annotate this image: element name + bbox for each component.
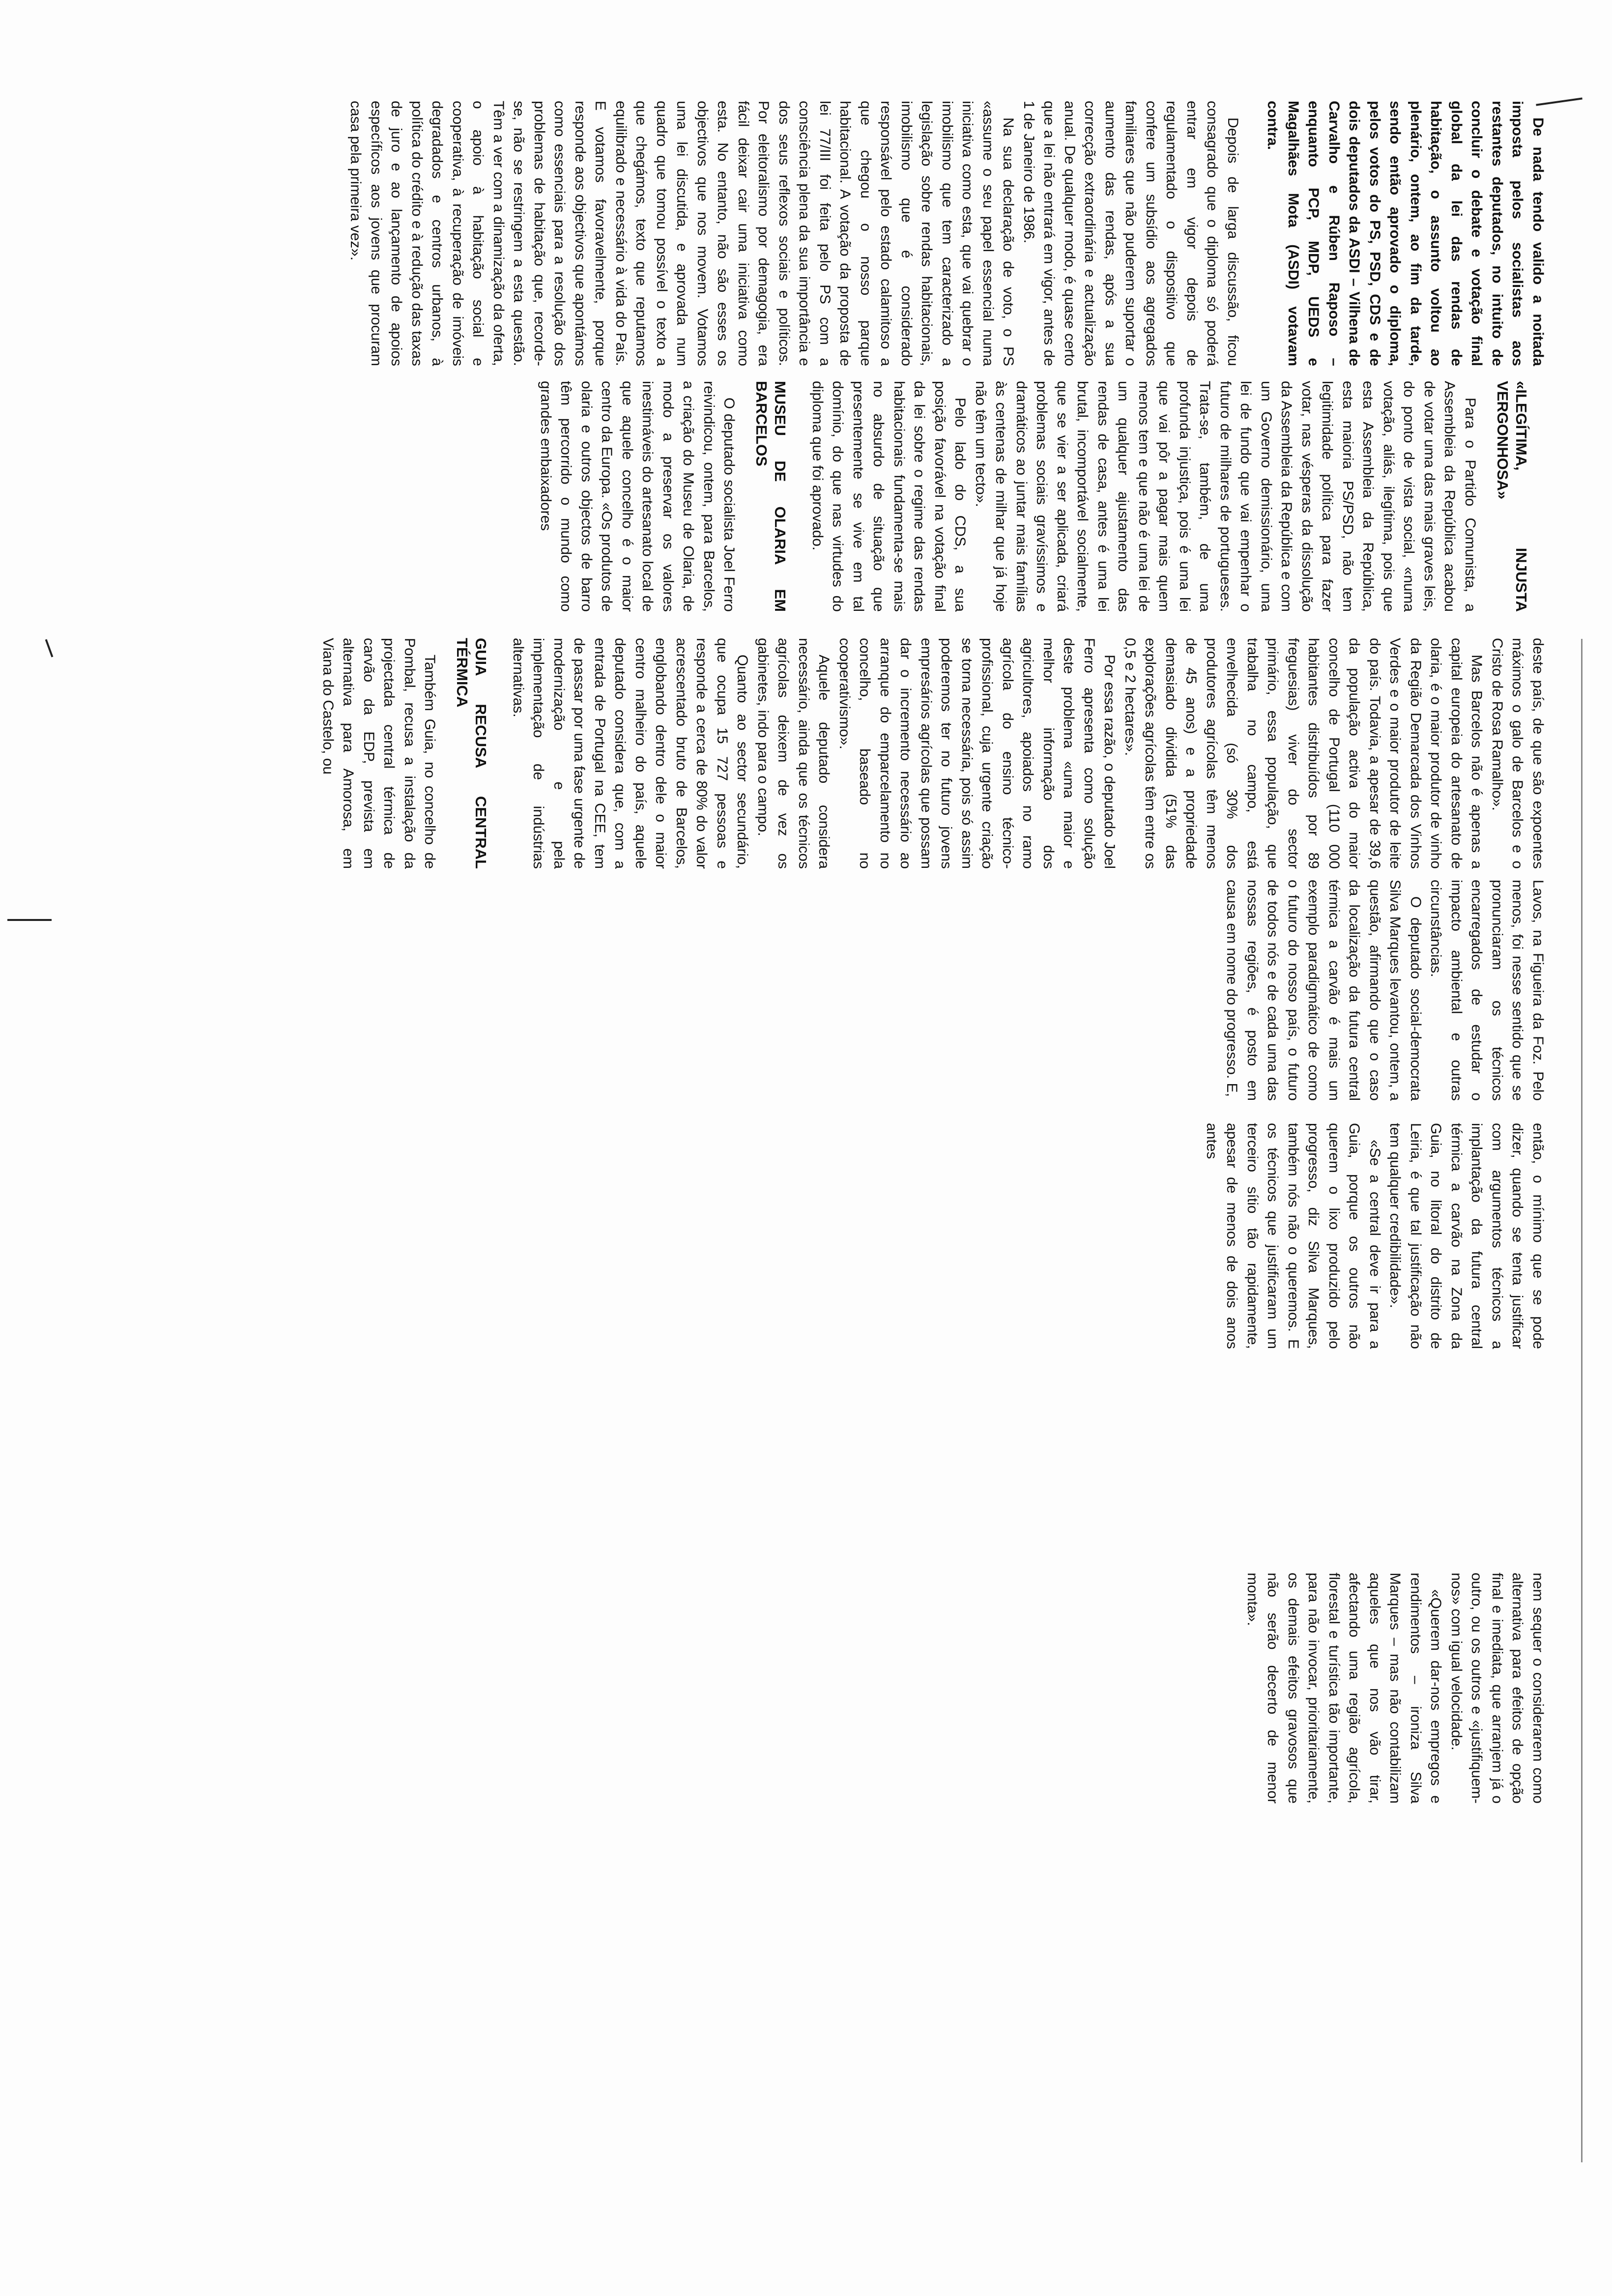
article-column-1 [345, 101, 1548, 366]
paragraph: Quanto ao sector secundário, que ocupa 15 727 pessoas e responde a cerca de 80% do valor acrescentado bruto de Barcelos, englobando dentro dele o maior centro malheiro do país, aquele deputado considera que, com a entrada de Portugal na CEE, tem de passar por uma fase urgente de modernização e pela implementação de indústrias alternativas. [510, 638, 751, 869]
paragraph: deste país, de que são expoentes máximos o galo de Barcelos e o Cristo de Rosa Ramalho». [1489, 638, 1546, 869]
article-column-2 [536, 381, 1549, 612]
paragraph: nem sequer o considerarem como alternativa para efeitos de opção final e imediata, que arranjem já o outro, ou os outros e «justifiquem-nos» com igual velocidade. [1448, 1573, 1546, 1804]
paragraph: Lavos, na Figueira da Foz. Pelo menos, foi nesse sentido que se pronunciaram os técnicos encarregados de estudar o impacto ambiental e outras circunstâncias. [1428, 880, 1546, 1101]
paragraph: Na sua declaração de voto, o PS «assume o seu papel essencial numa iniciativa como esta, que vai quebrar o imobilismo que tem caracterizado a legislação sobre rendas habitacionais, imobilismo que é considerado responsável pelo estado calamitoso a que chegou o nosso parque habitacional. A votação da proposta de lei 77/III foi feita pelo PS com a consciência plena da sua importância e dos seus reflexos sociais e políticos. Por eleitoralismo por demagogia, era fácil deixar cair uma iniciativa como esta. No entanto, não são esses os objectivos que nos movem. Votamos uma lei discutida, e aprovada num quadro que tomou possível o texto a que chegámos, texto que reputamos equilibrado e necessário à vida do País. E votamos favoravelmente, porque responde aos objectivos que apontámos como essenciais para a resolução dos problemas de habitação que, recorde-se, não se restringem a esta questão. Têm a ver com a dinamização da oferta, o apoio à habitação social e cooperativa, à recuperação de imóveis degradados e centros urbanos, à política do crédito e à redução das taxas de juro e ao lançamento de apoios específicos aos jovens que procuram casa pela primeira vez». [347, 101, 1017, 366]
top-rule [1581, 639, 1583, 2162]
paragraph: O deputado social-democrata Silva Marques levantou, ontem, a questão, afirmando que o caso da localização da futura central térmica a carvão é mais um exemplo paradigmático de como o futuro do nosso país, o futuro de todos nós e de cada uma das nossas regiões, é posto em causa em nome do progresso. E, [1224, 880, 1424, 1101]
article-lead: De nada tendo valido a noitada imposta pelos socialistas aos restantes deputados, no intuito de concluir o debate e votação final global da lei das rendas de habitação, o assunto voltou ao plenário, ontem, ao fim da tarde, sendo então aprovado o diploma, pelos votos do PS, PSD, CDS e de dois deputados da ASDI – Vilhena de Carvalho e Rúben Raposo – enquanto PCP, MDP, UEDS e Magalhães Mota (ASDI) votavam contra. [1265, 101, 1546, 366]
section-heading-museu: MUSEU DE OLARIA EM BARCELOS [753, 381, 789, 612]
paragraph: então, o mínimo que se pode dizer, quando se tenta justificar com argumentos técnicos a implantação da futura central térmica a carvão na Zona da Guia, no litoral do distrito de Leiria, é que tal justificação não tem qualquer credibilidade». [1387, 1123, 1546, 1349]
section-heading-guia: GUIA RECUSA CENTRAL TÉRMICA [454, 638, 490, 869]
paragraph: Também Guia, no concelho de Pombal, recusa a instalação da projectada central térmica de carvão da EDP, prevista em alternativa para Amorosa, em Viana do Castelo, ou [320, 638, 438, 869]
paragraph: Para o Partido Comunista, a Assembleia da República acabou de votar uma das mais graves leis, do ponto de vista social, «numa votação, aliás, ilegítima, pois que esta Assembleia da República, esta maioria PS/PSD, não tem legitimidade política para fazer votar, nas vésperas da dissolução da Assembleia da República e com um Governo demissionário, uma lei de fundo que vai empenhar o futuro de milhares de portugueses. Trata-se, também, de uma profunda injustiça, pois é uma lei que vai pôr a pagar mais quem menos tem e que não é uma lei de um qualquer ajustamento das rendas de casa, antes é uma lei brutal, incomportável socialmente, que se vier a ser aplicada, criará problemas sociais gravíssimos e dramáticos ao juntar mais famílias às centenas de milhar que já hoje não têm um tecto». [973, 381, 1478, 612]
article-column-4 [1222, 880, 1548, 1101]
article-column-3 [318, 638, 1549, 869]
paragraph: «Se a central deve ir para a Guia, porque os outros não querem o lixo produzido pelo progresso, diz Silva Marques, também nós não o queremos. E os técnicos que justificaram um terceiro sítio tão rapidamente, apesar de menos de dois anos antes [1204, 1123, 1383, 1349]
paragraph: Por essa razão, o deputado Joel Ferro apresenta como solução deste problema «uma maior e melhor informação dos agricultores, apoiados no ramo agrícola do ensino técnico-profissional, cuja urgente criação se torna necessária, pois só assim poderemos ter no futuro jovens empresários agrícolas que possam dar o incremento necessário ao arranque do emparcelamento no concelho, baseado no cooperativismo». [836, 638, 1118, 869]
paragraph: Mas Barcelos não é apenas a capital europeia do artesanato de olaria, é o maior produtor de vinho da Região Demarcada dos Vinhos Verdes e o maior produtor de leite do país. Todavia, a apesar de 39,6 da população activa do maior concelho de Portugal (110 000 habitantes distribuídos por 89 freguesias) viver do sector primário, essa população, que trabalha no campo, está envelhecida (só 30% dos produtores agrícolas têm menos de 45 anos) e a propriedade demasiado dividida (51% das explorações agrícolas têm entre os 0,5 e 2 hectares». [1122, 638, 1485, 869]
paragraph: O deputado socialista Joel Ferro reivindicou, ontem, para Barcelos, a criação do Museu de Olaria, de modo a preservar os valores inestimáveis do artesanato local de que aquele concelho é o maior centro da Europa. «Os produtos de olaria e outros objectos de barro têm percorrido o mundo como grandes embaixadores [538, 381, 738, 612]
paragraph: Pelo lado do CDS, a sua posição favorável na votação final da lei sobre o regime das rendas habitacionais fundamenta-se mais no absurdo de situação que presentemente se vive em tal domínio, do que nas virtudes do diploma que foi aprovado. [809, 381, 969, 612]
paragraph: Aquele deputado considera necessário, ainda que os técnicos agrícolas deixem de vez os gabinetes, indo para o campo. [755, 638, 833, 869]
section-heading-ilegitima: «ILEGÍTIMA, INJUSTA VERGONHOSA» [1494, 381, 1530, 612]
article-column-6 [1242, 1573, 1549, 1804]
paragraph: Depois de larga discussão, ficou consagrado que o diploma só poderá entrar em vigor depois de regulamentado o dispositivo que confere um subsídio aos agregados familiares que não puderem suportar o aumento das rendas, após a sua correcção extraordinária e actualização anual. De qualquer modo, é quase certo que a lei não entrará em vigor, antes de 1 de Janeiro de 1986. [1021, 101, 1241, 366]
paragraph: «Querem dar-nos empregos e rendimentos – ironiza Silva Marques – mas não contabilizam aqueles que nos vão tirar, afectando uma região agrícola, florestal e turística tão importante, para não invocar, prioritariamente, os demais efeitos gravosos que não serão decerto de menor monta». [1244, 1573, 1444, 1804]
scan-mark [45, 639, 54, 657]
column-end-mark [7, 919, 52, 921]
article-column-5 [1202, 1123, 1549, 1349]
